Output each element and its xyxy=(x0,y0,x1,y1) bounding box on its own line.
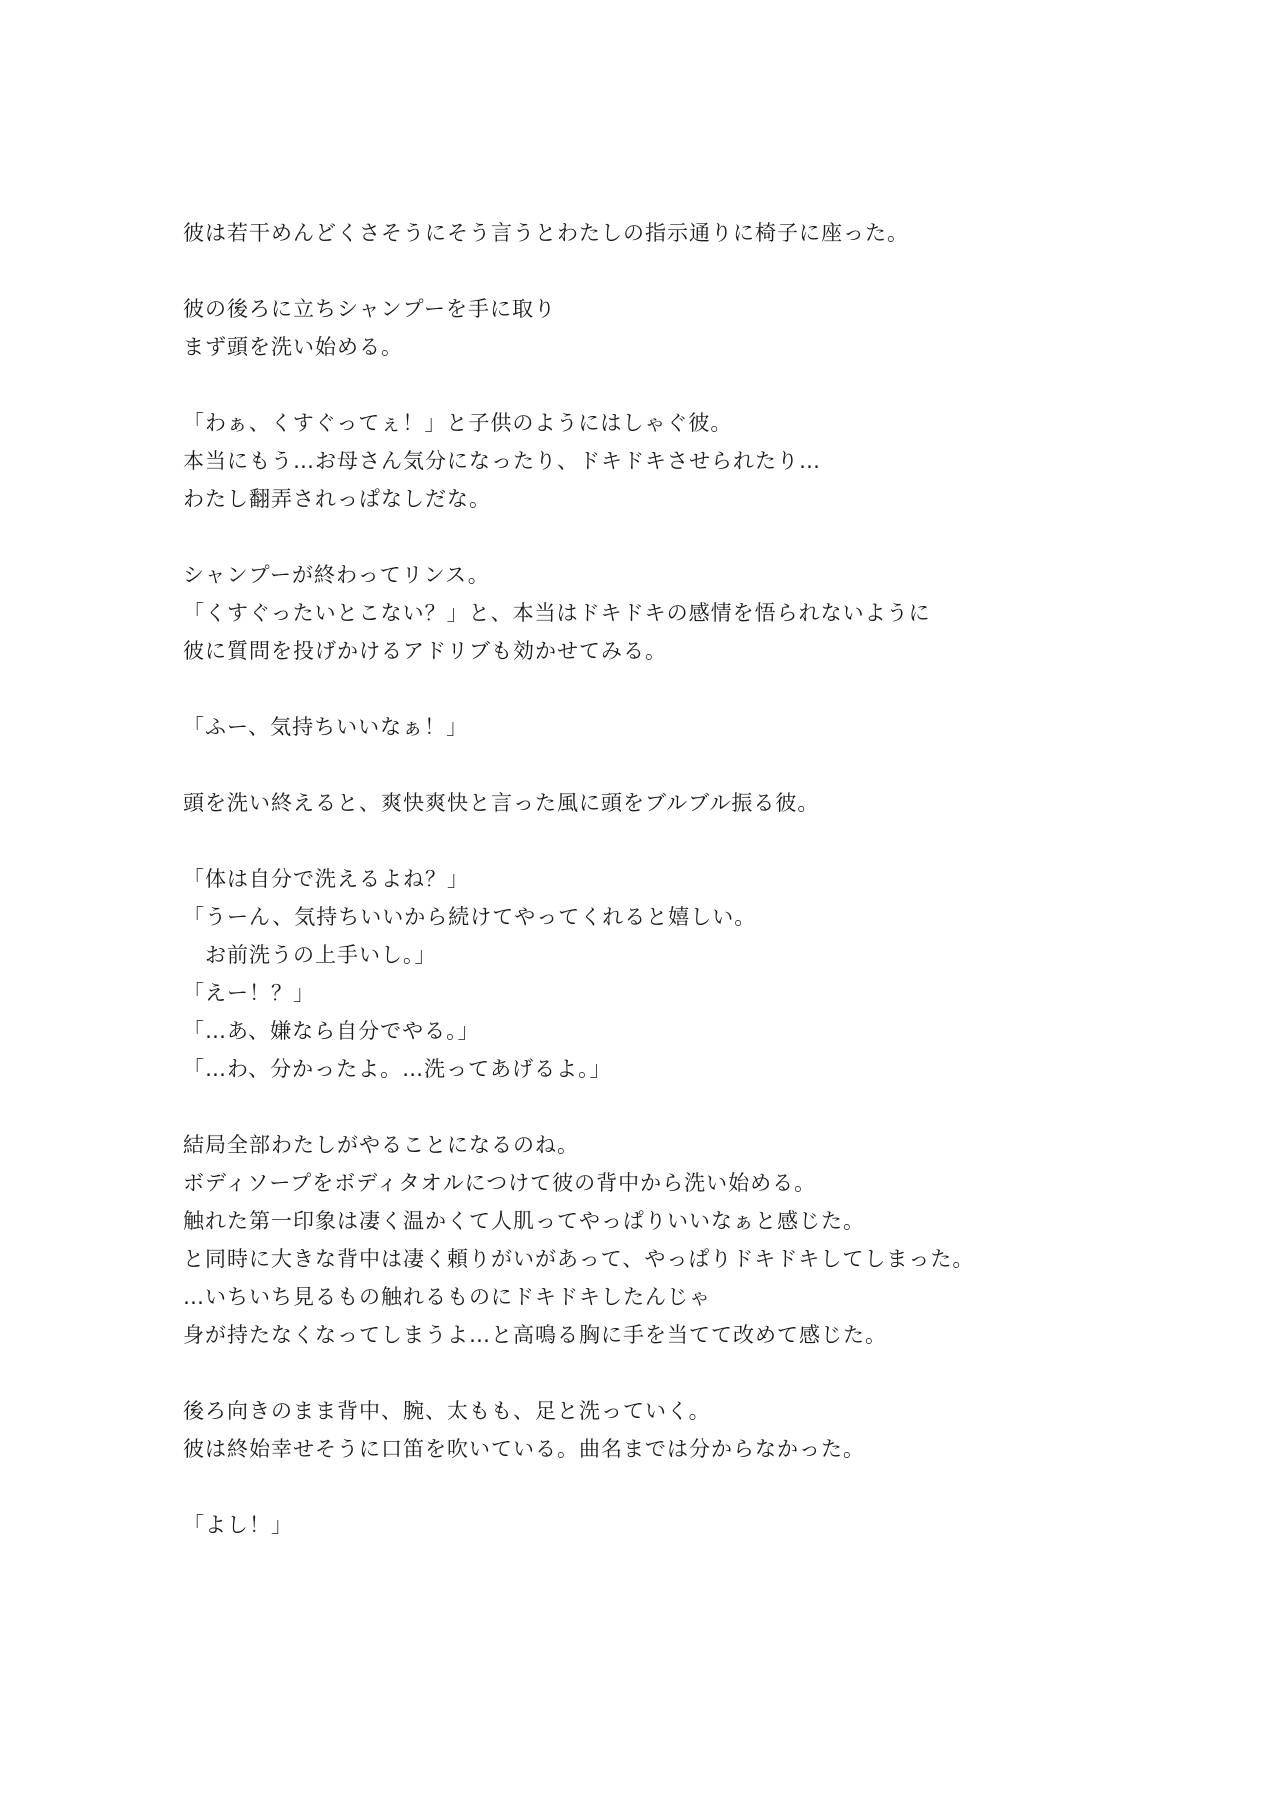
text-line: 「…わ、分かったよ。…洗ってあげるよ。」 xyxy=(183,1057,612,1081)
story-text xyxy=(183,214,1223,1544)
text-line: 頭を洗い終えると、爽快爽快と言った風に頭をブルブル振る彼。 xyxy=(183,791,820,815)
text-line: 身が持たなくなってしまうよ…と高鳴る胸に手を当てて改めて感じた。 xyxy=(183,1323,887,1347)
text-line: 「体は自分で洗えるよね？」 xyxy=(183,867,469,891)
text-line: ボディソープをボディタオルにつけて彼の背中から洗い始める。 xyxy=(183,1171,817,1195)
text-line: 「ふー、気持ちいいなぁ！」 xyxy=(183,715,469,739)
text-line: 彼の後ろに立ちシャンプーを手に取り xyxy=(183,297,556,321)
text-line: …いちいち見るもの触れるものにドキドキしたんじゃ xyxy=(183,1285,711,1309)
text-line: 「よし！」 xyxy=(183,1513,293,1537)
blank-line xyxy=(183,822,1223,860)
blank-line xyxy=(183,670,1223,708)
text-line: 「えー！？」 xyxy=(183,981,315,1005)
text-line: 「くすぐったいとこない？」と、本当はドキドキの感情を悟られないように xyxy=(183,601,931,625)
blank-line xyxy=(183,1088,1223,1126)
text-line: 後ろ向きのまま背中、腕、太もも、足と洗っていく。 xyxy=(183,1399,711,1423)
text-line: シャンプーが終わってリンス。 xyxy=(183,563,490,587)
text-line: お前洗うの上手いし。」 xyxy=(183,943,437,967)
text-line: まず頭を洗い始める。 xyxy=(183,335,403,359)
text-line: 彼は終始幸せそうに口笛を吹いている。曲名までは分からなかった。 xyxy=(183,1437,865,1461)
blank-line xyxy=(183,518,1223,556)
text-line: 結局全部わたしがやることになるのね。 xyxy=(183,1133,579,1157)
text-line: わたし翻弄されっぱなしだな。 xyxy=(183,487,491,511)
text-line: 本当にもう…お母さん気分になったり、ドキドキさせられたり… xyxy=(183,449,821,473)
blank-line xyxy=(183,366,1223,404)
text-line: 「わぁ、くすぐってぇ！」と子供のようにはしゃぐ彼。 xyxy=(183,411,733,435)
blank-line xyxy=(183,1468,1223,1506)
blank-line xyxy=(183,746,1223,784)
blank-line xyxy=(183,252,1223,290)
text-line: 彼に質問を投げかけるアドリブも効かせてみる。 xyxy=(183,639,667,663)
text-line: 「うーん、気持ちいいから続けてやってくれると嬉しい。 xyxy=(183,905,757,929)
text-line: 彼は若干めんどくさそうにそう言うとわたしの指示通りに椅子に座った。 xyxy=(183,221,909,245)
text-line: 触れた第一印象は凄く温かくて人肌ってやっぱりいいなぁと感じた。 xyxy=(183,1209,865,1233)
text-line: と同時に大きな背中は凄く頼りがいがあって、やっぱりドキドキしてしまった。 xyxy=(183,1247,975,1271)
text-line: 「…あ、嫌なら自分でやる。」 xyxy=(183,1019,480,1043)
blank-line xyxy=(183,1354,1223,1392)
